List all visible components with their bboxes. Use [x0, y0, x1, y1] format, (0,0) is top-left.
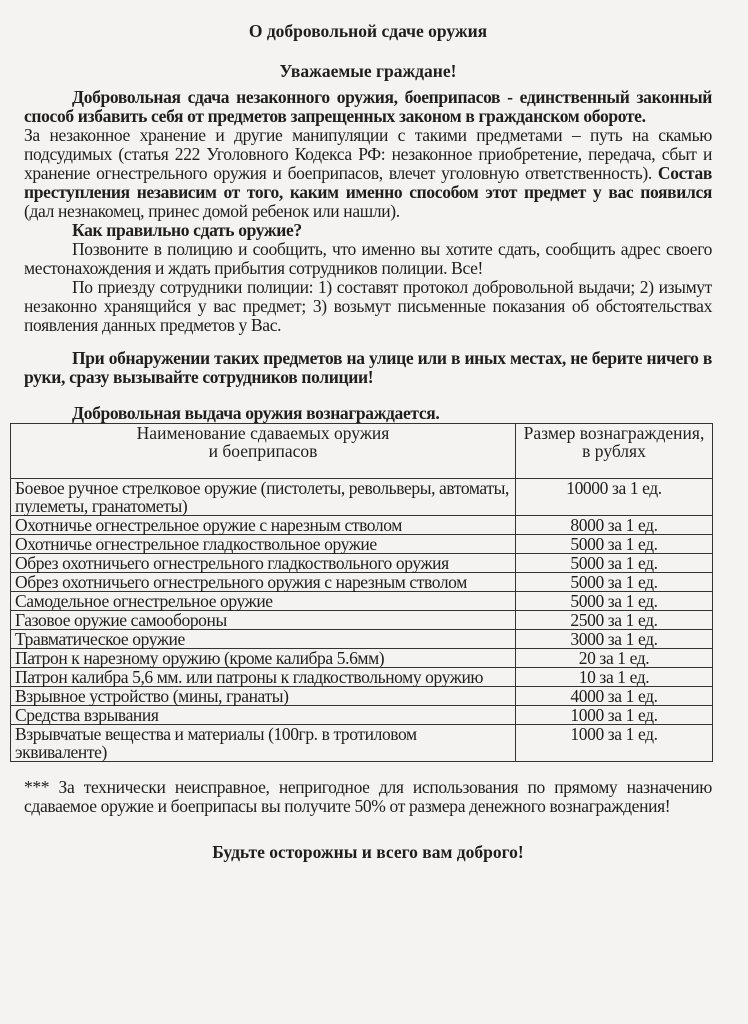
- table-row: [11, 535, 713, 554]
- weapon-name: Самодельное огнестрельное оружие: [11, 592, 516, 611]
- table-row: [11, 592, 713, 611]
- weapon-name: Обрез охотничьего огнестрельного оружия с нарезным стволом: [11, 573, 516, 592]
- reward-amount: 5000 за 1 ед.: [516, 592, 713, 611]
- header-reward: Размер вознаграждения, в рублях: [516, 424, 713, 479]
- table-row: [11, 706, 713, 725]
- footnote: *** За технически неисправное, непригодное для использования по прямому назначению сдаваемое оружие и боеприпасы вы получите 50% от размера денежного вознаграждения!: [24, 777, 712, 816]
- reward-amount: 5000 за 1 ед.: [516, 535, 713, 554]
- reward-amount: 1000 за 1 ед.: [516, 706, 713, 725]
- weapon-name: Средства взрывания: [11, 706, 516, 725]
- table-row: [11, 630, 713, 649]
- table-row: [11, 649, 713, 668]
- weapon-name: Патрон к нарезному оружию (кроме калибра 5.6мм): [11, 649, 516, 668]
- reward-amount: 5000 за 1 ед.: [516, 554, 713, 573]
- reward-amount: 1000 за 1 ед.: [516, 725, 713, 762]
- liability-paragraph: [24, 126, 712, 221]
- table-row: [11, 516, 713, 535]
- weapon-name: Патрон калибра 5,6 мм. или патроны к гладкоствольному оружию: [11, 668, 516, 687]
- weapon-name: Взрывное устройство (мины, гранаты): [11, 687, 516, 706]
- weapon-name: Охотничье огнестрельное оружие с нарезным стволом: [11, 516, 516, 535]
- greeting: Уважаемые граждане!: [279, 61, 457, 81]
- reward-amount: 3000 за 1 ед.: [516, 630, 713, 649]
- weapon-name: Газовое оружие самообороны: [11, 611, 516, 630]
- document-title: О добровольной сдаче оружия: [248, 21, 488, 41]
- reward-amount: 2500 за 1 ед.: [516, 611, 713, 630]
- weapon-name: Травматическое оружие: [11, 630, 516, 649]
- how-text: Позвоните в полицию и сообщить, что именно вы хотите сдать, сообщить адрес своего местонахождения и ждать прибытия сотрудников полиции. Все!: [24, 239, 712, 278]
- weapon-name: Обрез охотничьего огнестрельного гладкоствольного оружия: [11, 554, 516, 573]
- reward-amount: 10 за 1 ед.: [516, 668, 713, 687]
- table-row: [11, 687, 713, 706]
- arrival-text: По приезду сотрудники полиции: 1) составят протокол добровольной выдачи; 2) изымут незаконно хранящийся у вас предмет; 3) возьмут письменные показания об обстоятельствах появления данных предметов у Вас.: [24, 277, 712, 335]
- reward-amount: 4000 за 1 ед.: [516, 687, 713, 706]
- liability-bold: Состав преступления независим от того, каким именно способом этот предмет у вас появился: [24, 163, 712, 202]
- reward-amount: 8000 за 1 ед.: [516, 516, 713, 535]
- table-row: [11, 554, 713, 573]
- reward-amount: 20 за 1 ед.: [516, 649, 713, 668]
- liability-text: За незаконное хранение и другие манипуляции с такими предметами – путь на скамью подсудимых (статья 222 Уголовного Кодекса РФ: незаконное приобретение, передача, сбыт и хранение огнестрельного оружия и боеприпасов, влечет уголовную ответственность).: [24, 125, 712, 183]
- weapon-name: Боевое ручное стрелковое оружие (пистолеты, револьверы, автоматы, пулеметы, гранатометы): [11, 479, 516, 516]
- reward-table: [10, 423, 713, 762]
- table-row: [11, 479, 713, 516]
- weapon-name: Охотничье огнестрельное гладкоствольное оружие: [11, 535, 516, 554]
- document: [15, 21, 712, 862]
- header-name: Наименование сдаваемых оружия и боеприпасов: [11, 424, 516, 479]
- table-row: [11, 573, 713, 592]
- weapon-name: Взрывчатые вещества и материалы (100гр. в тротиловом эквиваленте): [11, 725, 516, 762]
- reward-heading: Добровольная выдача оружия вознаграждается.: [72, 403, 440, 423]
- how-heading: Как правильно сдать оружие?: [72, 220, 302, 240]
- closing: Будьте осторожны и всего вам доброго!: [212, 842, 524, 862]
- liability-tail: (дал незнакомец, принес домой ребенок или нашли).: [24, 201, 400, 221]
- table-row: [11, 668, 713, 687]
- intro-paragraph: Добровольная сдача незаконного оружия, боеприпасов - единственный законный способ избавить себя от предметов запрещенных законом в гражданском обороте.: [24, 87, 712, 126]
- reward-amount: 10000 за 1 ед.: [516, 479, 713, 516]
- table-row: [11, 725, 713, 762]
- table-header-row: [11, 424, 713, 479]
- reward-amount: 5000 за 1 ед.: [516, 573, 713, 592]
- table-row: [11, 611, 713, 630]
- warning-paragraph: При обнаружении таких предметов на улице или в иных местах, не берите ничего в руки, сразу вызывайте сотрудников полиции!: [24, 348, 712, 387]
